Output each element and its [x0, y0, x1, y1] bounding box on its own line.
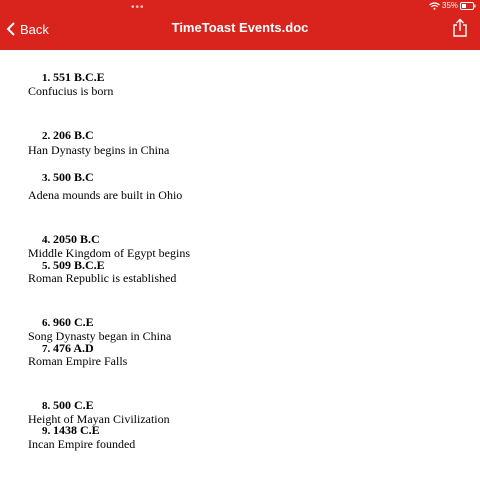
event-description: Han Dynasty begins in China	[28, 143, 170, 157]
back-label: Back	[20, 21, 49, 37]
event-description: Roman Republic is established	[28, 271, 177, 285]
nav-bar	[0, 0, 480, 50]
battery-percentage: 35%	[442, 1, 459, 10]
event-number: 5. 509 B.C.E	[42, 258, 105, 272]
event-number: 6. 960 C.E	[42, 315, 94, 329]
share-icon[interactable]	[452, 18, 468, 38]
document-body[interactable]	[0, 50, 480, 480]
battery-icon	[460, 2, 476, 10]
document-title: TimeToast Events.doc	[171, 20, 309, 35]
event-number: 4. 2050 B.C	[42, 232, 100, 246]
event-description: Roman Empire Falls	[28, 354, 128, 368]
event-description: Incan Empire founded	[28, 437, 136, 451]
status-bar	[0, 0, 480, 14]
event-description: Song Dynasty began in China	[28, 329, 172, 343]
back-button[interactable]	[6, 18, 49, 40]
event-description: Middle Kingdom of Egypt begins	[28, 246, 190, 260]
event-number: 9. 1438 C.E	[42, 423, 100, 437]
event-number: 8. 500 C.E	[42, 398, 94, 412]
event-description: Confucius is born	[28, 84, 114, 98]
event-description: Adena mounds are built in Ohio	[28, 188, 183, 202]
event-number: 1. 551 B.C.E	[42, 70, 105, 84]
wifi-icon	[429, 2, 440, 10]
event-number: 3. 500 B.C	[42, 170, 94, 184]
event-number: 2. 206 B.C	[42, 128, 94, 142]
multitasking-dots[interactable]: •••	[131, 2, 145, 13]
chevron-left-icon	[6, 22, 16, 36]
event-number: 7. 476 A.D	[42, 341, 94, 355]
event-description: Height of Mayan Civilization	[28, 412, 170, 426]
